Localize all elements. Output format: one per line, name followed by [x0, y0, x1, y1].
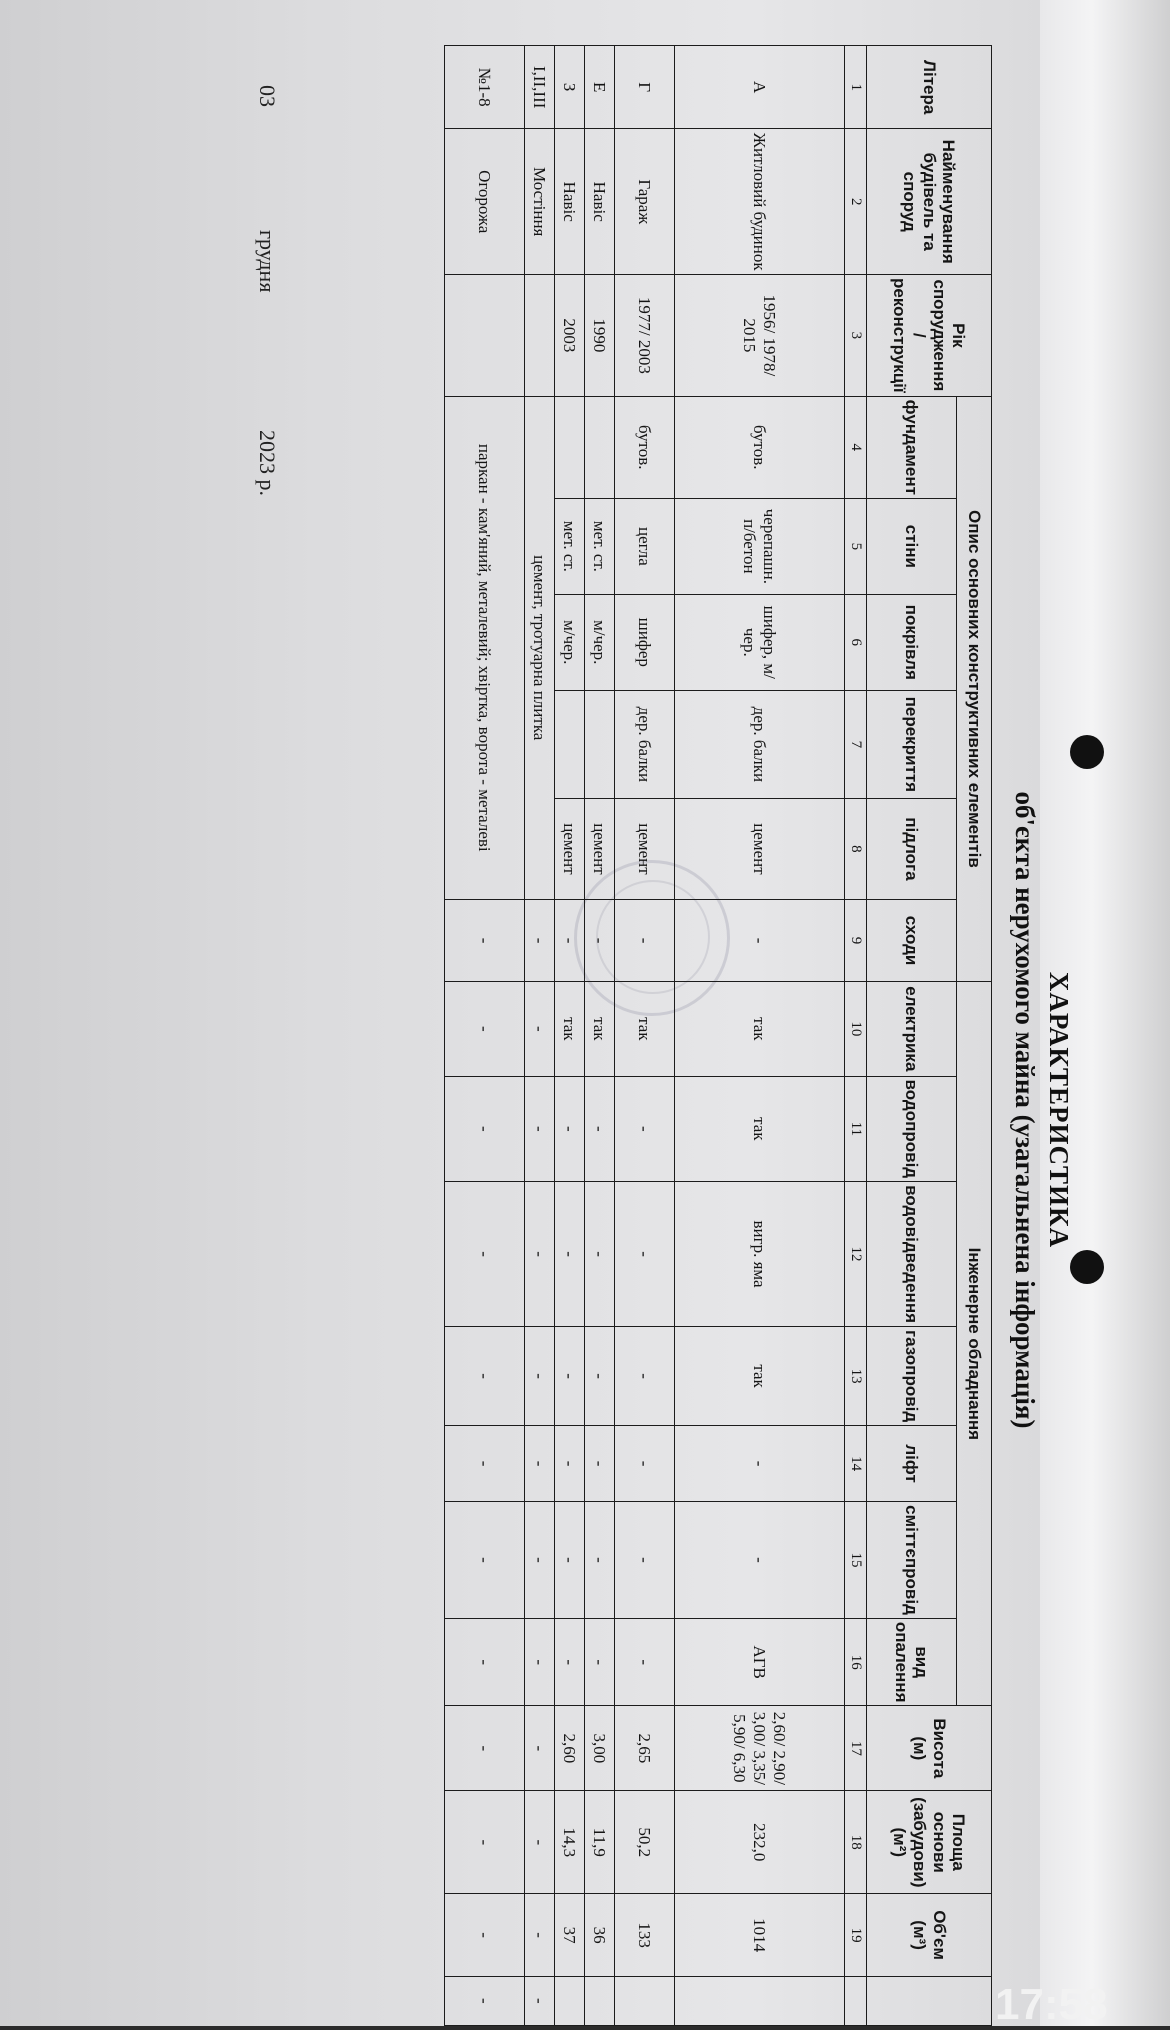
cell-lift: - [614, 1426, 674, 1502]
cell-garbage: - [674, 1502, 844, 1619]
cell-area: 232,0 [674, 1791, 844, 1894]
cell-sewer: - [554, 1182, 584, 1327]
cell-litera: А [674, 46, 844, 129]
cell-litera: Г [614, 46, 674, 129]
cell-lift: - [674, 1426, 844, 1502]
cell-water: - [614, 1076, 674, 1182]
cell-dash: - [524, 982, 554, 1076]
cell-name: Гараж [614, 129, 674, 275]
cell-foundation [584, 396, 614, 498]
header-group-construct: Опис основних конструктивних елементів [956, 396, 991, 982]
cell-dash: - [444, 1618, 524, 1706]
header-lift: ліфт [867, 1426, 957, 1502]
cell-dash: - [444, 1076, 524, 1182]
cell-electric: так [554, 982, 584, 1076]
cell-electric: так [674, 982, 844, 1076]
table-row [554, 46, 584, 2026]
characteristics-table [444, 45, 992, 2026]
table-row [614, 46, 674, 2026]
header-floors-over: перекриття [867, 690, 957, 798]
col-number: 2 [844, 129, 866, 275]
cell-water: - [584, 1076, 614, 1182]
cell-walls: мет. ст. [554, 498, 584, 594]
cell-walls: мет. ст. [584, 498, 614, 594]
header-group-engineering: Інженерне обладнання [956, 982, 991, 1706]
cell-dash: - [524, 1076, 554, 1182]
col-number: 13 [844, 1327, 866, 1426]
cell-dash: - [524, 1976, 554, 2025]
cell-height: 2,60 [554, 1706, 584, 1791]
col-number: 16 [844, 1618, 866, 1706]
col-number: 12 [844, 1182, 866, 1327]
cell-year-empty [524, 275, 554, 397]
cell-garbage: - [614, 1502, 674, 1619]
cell-height: 2,65 [614, 1706, 674, 1791]
cell-volume: 133 [614, 1894, 674, 1976]
cell-litera: №1-8 [444, 46, 524, 129]
cell-dash: - [444, 1502, 524, 1619]
cell-heating: - [554, 1618, 584, 1706]
header-roof: покрівля [867, 594, 957, 690]
cell-gas: - [614, 1327, 674, 1426]
col-number: 18 [844, 1791, 866, 1894]
footer-day: 03 [255, 85, 280, 107]
cell-sewer: вигр. яма [674, 1182, 844, 1327]
cell-dash: - [524, 1426, 554, 1502]
col-number: 9 [844, 899, 866, 981]
cell-floors-over: дер. балки [614, 690, 674, 798]
cell-name: Мостіння [524, 129, 554, 275]
cell-dash: - [524, 899, 554, 981]
cell-roof: м/чер. [554, 594, 584, 690]
footer-month: грудня [255, 230, 280, 293]
cell-floors-over: дер. балки [674, 690, 844, 798]
header-volume: Об'єм (м³) [867, 1894, 992, 1976]
header-litera: Літера [867, 46, 992, 129]
cell-dash: - [444, 1791, 524, 1894]
cell-dash: - [524, 1182, 554, 1327]
footer-year: 2023 р. [255, 430, 280, 496]
cell-height: 2,60/ 2,90/ 3,00/ 3,35/ 5,90/ 6,30 [674, 1706, 844, 1791]
header-gas: газопровід [867, 1327, 957, 1426]
column-numbers-row [844, 46, 866, 2026]
title-line-1: ХАРАКТЕРИСТИКА [1044, 971, 1074, 1249]
cell-gas: - [584, 1327, 614, 1426]
table-row [674, 46, 844, 2026]
cell-garbage: - [554, 1502, 584, 1619]
header-heating: вид опалення [867, 1618, 957, 1706]
cell-volume: 36 [584, 1894, 614, 1976]
cell-roof: м/чер. [584, 594, 614, 690]
document-title [1008, 560, 1076, 1660]
cell-heating: - [584, 1618, 614, 1706]
cell-description: паркан - кам'яний, металевий; хвіртка, ворота - металеві [444, 396, 524, 899]
cell-stairs: - [614, 899, 674, 981]
cell-height: 3,00 [584, 1706, 614, 1791]
cell-walls: черепашн. п/бетон [674, 498, 844, 594]
col-number: 4 [844, 396, 866, 498]
header-foundation: фундамент [867, 396, 957, 498]
col-number: 10 [844, 982, 866, 1076]
cell-dash: - [444, 1327, 524, 1426]
header-electric: електрика [867, 982, 957, 1076]
cell-sewer: - [614, 1182, 674, 1327]
cell-lift: - [554, 1426, 584, 1502]
cell-floor: цемент [584, 799, 614, 900]
header-empty [867, 1976, 992, 2025]
cell-stairs: - [674, 899, 844, 981]
cell-floors-over [554, 690, 584, 798]
cell-empty [674, 1976, 844, 2025]
cell-dash: - [444, 982, 524, 1076]
cell-year-empty [444, 275, 524, 397]
cell-lift: - [584, 1426, 614, 1502]
header-stairs: сходи [867, 899, 957, 981]
cell-heating: АГВ [674, 1618, 844, 1706]
cell-litera: I,II,III [524, 46, 554, 129]
header-year: Рік спорудження / реконструкції [867, 275, 992, 397]
cell-gas: так [674, 1327, 844, 1426]
cell-roof: шифер [614, 594, 674, 690]
cell-name: Навіс [584, 129, 614, 275]
table-row [524, 46, 554, 2026]
cell-volume: 37 [554, 1894, 584, 1976]
col-number: 19 [844, 1894, 866, 1976]
col-number: 3 [844, 275, 866, 397]
header-floor: підлога [867, 799, 957, 900]
cell-area: 50,2 [614, 1791, 674, 1894]
cell-electric: так [584, 982, 614, 1076]
cell-dash: - [444, 1426, 524, 1502]
cell-heating: - [614, 1618, 674, 1706]
cell-dash: - [524, 1327, 554, 1426]
col-number: 15 [844, 1502, 866, 1619]
cell-dash: - [444, 1976, 524, 2025]
cell-dash: - [444, 1894, 524, 1976]
status-time: 17:58 [995, 1980, 1108, 2029]
cell-sewer: - [584, 1182, 614, 1327]
col-number: 8 [844, 799, 866, 900]
col-number-empty [844, 1976, 866, 2025]
header-area: Площа основи (забудови) (м²) [867, 1791, 992, 1894]
cell-stairs: - [554, 899, 584, 981]
header-height: Висота (м) [867, 1706, 992, 1791]
cell-floor: цемент [554, 799, 584, 900]
cell-area: 14,3 [554, 1791, 584, 1894]
col-number: 14 [844, 1426, 866, 1502]
cell-litera: Е [584, 46, 614, 129]
col-number: 7 [844, 690, 866, 798]
cell-litera: З [554, 46, 584, 129]
cell-foundation [554, 396, 584, 498]
cell-name: Житловий будинок [674, 129, 844, 275]
col-number: 6 [844, 594, 866, 690]
cell-year: 1977/ 2003 [614, 275, 674, 397]
table-row [584, 46, 614, 2026]
cell-foundation: бутов. [614, 396, 674, 498]
cell-volume: 1014 [674, 1894, 844, 1976]
cell-garbage: - [584, 1502, 614, 1619]
cell-dash: - [444, 899, 524, 981]
cell-water: - [554, 1076, 584, 1182]
cell-year: 2003 [554, 275, 584, 397]
cell-foundation: бутов. [674, 396, 844, 498]
title-line-2: об'єкта нерухомого майна (узагальнена інформація) [1010, 791, 1041, 1429]
header-name: Найменування будівель та споруд [867, 129, 992, 275]
cell-roof: шифер, м/чер. [674, 594, 844, 690]
cell-dash: - [524, 1894, 554, 1976]
cell-gas: - [554, 1327, 584, 1426]
cell-name: Навіс [554, 129, 584, 275]
cell-stairs: - [584, 899, 614, 981]
cell-dash: - [524, 1618, 554, 1706]
cell-water: так [674, 1076, 844, 1182]
cell-year: 1956/ 1978/ 2015 [674, 275, 844, 397]
cell-area: 11,9 [584, 1791, 614, 1894]
col-number: 17 [844, 1706, 866, 1791]
cell-floor: цемент [674, 799, 844, 900]
cell-description: цемент, тротуарна плитка [524, 396, 554, 899]
cell-dash: - [524, 1502, 554, 1619]
cell-dash: - [524, 1706, 554, 1791]
cell-name: Огорожа [444, 129, 524, 275]
col-number: 1 [844, 46, 866, 129]
cell-floor: цемент [614, 799, 674, 900]
col-number: 11 [844, 1076, 866, 1182]
header-walls: стіни [867, 498, 957, 594]
cell-electric: так [614, 982, 674, 1076]
table-row [444, 46, 524, 2026]
cell-dash: - [524, 1791, 554, 1894]
cell-year: 1990 [584, 275, 614, 397]
header-sewer: водовідведення [867, 1182, 957, 1327]
cell-floors-over [584, 690, 614, 798]
header-garbage: сміттєпровід [867, 1502, 957, 1619]
cell-dash: - [444, 1706, 524, 1791]
col-number: 5 [844, 498, 866, 594]
cell-walls: цегла [614, 498, 674, 594]
cell-empty [614, 1976, 674, 2025]
cell-empty [554, 1976, 584, 2025]
header-water: водопровід [867, 1076, 957, 1182]
cell-empty [584, 1976, 614, 2025]
cell-dash: - [444, 1182, 524, 1327]
